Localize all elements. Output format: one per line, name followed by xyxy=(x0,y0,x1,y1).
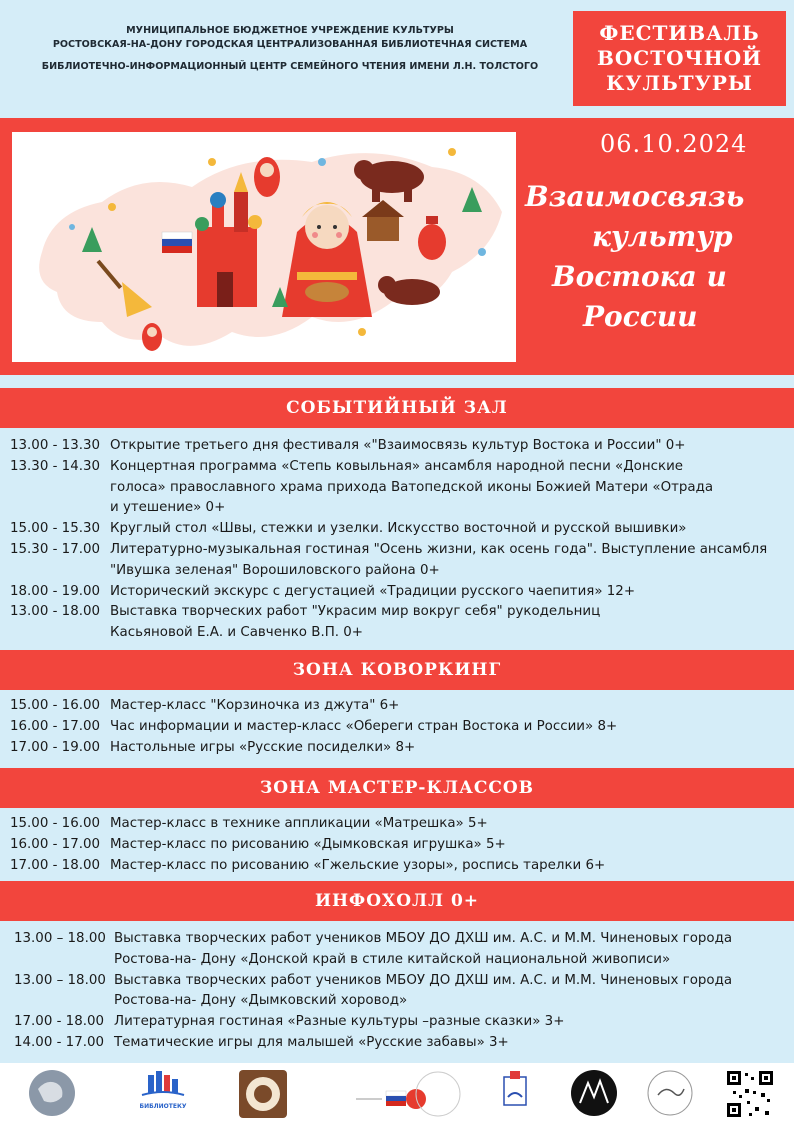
org-line-3: БИБЛИОТЕЧНО-ИНФОРМАЦИОННЫЙ ЦЕНТР СЕМЕЙНОГО ЧТЕНИЯ ИМЕНИ Л.Н. ТОЛСТОГО xyxy=(41,61,539,72)
hero-banner xyxy=(0,118,794,375)
event-time: 13.00 – 18.00 xyxy=(14,931,106,946)
section-title-event-hall: СОБЫТИЙНЫЙ ЗАЛ xyxy=(0,388,794,428)
event-time: 13.00 - 13.30 xyxy=(10,438,101,453)
flag-icon xyxy=(162,232,192,253)
event-text: Тематические игры для малышей «Русские забавы» 3+ xyxy=(114,1034,509,1050)
event-row xyxy=(10,540,790,582)
event-date: 06.10.2024 xyxy=(600,130,748,158)
partner-logos xyxy=(0,1063,794,1123)
org-line-2: РОСТОВСКАЯ-НА-ДОНУ ГОРОДСКАЯ ЦЕНТРАЛИЗОВАННАЯ БИБЛИОТЕЧНАЯ СИСТЕМА xyxy=(52,39,528,50)
event-time: 13.30 - 14.30 xyxy=(10,458,101,474)
event-text: Выставка творческих работ "Украсим мир вокруг себя" рукодельниц Касьяновой Е.А. и Савченко В.П. 0+ xyxy=(110,604,601,641)
script-circle-logo-icon xyxy=(646,1069,694,1117)
globe-logo-icon xyxy=(28,1069,76,1117)
title-line-4: России xyxy=(583,300,698,333)
qr-code-icon xyxy=(725,1069,775,1119)
event-time: 13.00 - 18.00 xyxy=(10,604,101,620)
event-row xyxy=(10,602,790,644)
event-row xyxy=(14,1033,794,1054)
event-text: Мастер-класс по рисованию «Гжельские узоры», роспись тарелки 6+ xyxy=(110,857,606,873)
event-time: 15.00 - 16.00 xyxy=(10,698,101,713)
title-line-2: культур xyxy=(592,220,733,253)
ornament-logo-icon xyxy=(238,1069,288,1119)
event-row xyxy=(14,929,794,971)
event-text: Литературно-музыкальная гостиная "Осень жизни, как осень года". Выступление ансамбля "Ивушка зеленая" Ворошиловского района 0+ xyxy=(110,541,768,578)
matryoshka-icon xyxy=(142,323,162,351)
event-text: Выставка творческих работ учеников МБОУ ДО ДХШ им. А.С. и М.М. Чиненовых города Ростова-на- Дону «Донской край в стиле китайской национальной живописи» xyxy=(114,931,733,967)
event-time: 15.00 - 16.00 xyxy=(10,816,101,831)
section-title-coworking: ЗОНА КОВОРКИНГ xyxy=(0,650,794,690)
event-time: 18.00 - 19.00 xyxy=(10,583,101,599)
event-text: Круглый стол «Швы, стежки и узелки. Искусство восточной и русской вышивки» xyxy=(110,521,687,537)
event-row xyxy=(10,582,790,603)
event-text: Открытие третьего дня фестиваля «"Взаимосвязь культур Востока и России" 0+ xyxy=(110,438,686,453)
title-line-3: Востока и xyxy=(552,260,727,293)
event-time: 14.00 - 17.00 xyxy=(14,1034,105,1050)
event-time: 16.00 - 17.00 xyxy=(10,836,101,852)
matryoshka-icon xyxy=(254,157,280,197)
event-text: Выставка творческих работ учеников МБОУ ДО ДХШ им. А.С. и М.М. Чиненовых города Ростова-на- Дону «Дымковский хоровод» xyxy=(114,972,733,1009)
event-text: Час информации и мастер-класс «Обереги стран Востока и России» 8+ xyxy=(110,718,618,734)
library-logo xyxy=(138,1069,188,1110)
title-line-1: Взаимосвязь xyxy=(525,180,745,213)
event-row xyxy=(10,519,790,540)
event-time: 17.00 - 19.00 xyxy=(10,739,101,755)
event-text: Исторический экскурс с дегустацией «Традиции русского чаепития» 12+ xyxy=(110,583,636,599)
event-row xyxy=(10,814,790,835)
event-row xyxy=(10,696,790,717)
event-time: 15.30 - 17.00 xyxy=(10,541,101,557)
event-row xyxy=(10,835,790,856)
books-logo-icon xyxy=(138,1069,188,1099)
event-text: Литературная гостиная «Разные культуры –разные сказки» 3+ xyxy=(114,1014,565,1030)
event-time: 15.00 - 15.30 xyxy=(10,521,101,537)
event-row xyxy=(10,436,790,457)
event-text: Настольные игры «Русские посиделки» 8+ xyxy=(110,739,416,755)
event-time: 17.00 - 18.00 xyxy=(14,1014,105,1030)
section-title-master-classes: ЗОНА МАСТЕР-КЛАССОВ xyxy=(0,768,794,808)
event-text: Мастер-класс "Корзиночка из джута" 6+ xyxy=(110,698,400,713)
org-line-1: МУНИЦИПАЛЬНОЕ БЮДЖЕТНОЕ УЧРЕЖДЕНИЕ КУЛЬТУРЫ xyxy=(126,25,454,36)
library-logo-text: БИБЛИОТЕКУ xyxy=(139,1103,187,1110)
russia-map-illustration xyxy=(12,132,516,362)
map-illustration-graphic xyxy=(12,132,516,362)
event-row xyxy=(10,717,790,738)
header xyxy=(0,0,794,118)
event-text: Мастер-класс в технике аппликации «Матрешка» 5+ xyxy=(110,816,488,831)
event-row xyxy=(10,856,790,877)
festival-badge xyxy=(573,11,786,106)
festival-line: ВОСТОЧНОЙ xyxy=(596,46,763,70)
event-time: 17.00 - 18.00 xyxy=(10,857,101,873)
school-logo-icon xyxy=(500,1069,530,1115)
event-list-coworking xyxy=(10,696,790,758)
event-text: Концертная программа «Степь ковыльная» ансамбля народной песни «Донские голоса» православного храма прихода Ватопедской иконы Божией Матери «Отрада и утешение» 0+ xyxy=(110,458,714,516)
event-list-master-classes xyxy=(10,814,790,876)
organization-info xyxy=(20,24,560,74)
event-row xyxy=(14,971,794,1013)
flags-logo-icon xyxy=(352,1069,462,1119)
event-row xyxy=(10,457,790,519)
section-title-infohall: ИНФОХОЛЛ 0+ xyxy=(0,881,794,921)
festival-line: КУЛЬТУРЫ xyxy=(606,71,753,95)
event-list-event-hall xyxy=(10,436,790,644)
event-row xyxy=(10,738,790,759)
event-time: 13.00 – 18.00 xyxy=(14,972,106,988)
festival-line: ФЕСТИВАЛЬ xyxy=(599,21,760,45)
event-time: 16.00 - 17.00 xyxy=(10,718,101,734)
event-row xyxy=(14,1012,794,1033)
event-text: Мастер-класс по рисованию «Дымковская игрушка» 5+ xyxy=(110,836,506,852)
event-list-infohall xyxy=(14,929,794,1054)
dark-circle-logo-icon xyxy=(570,1069,618,1117)
